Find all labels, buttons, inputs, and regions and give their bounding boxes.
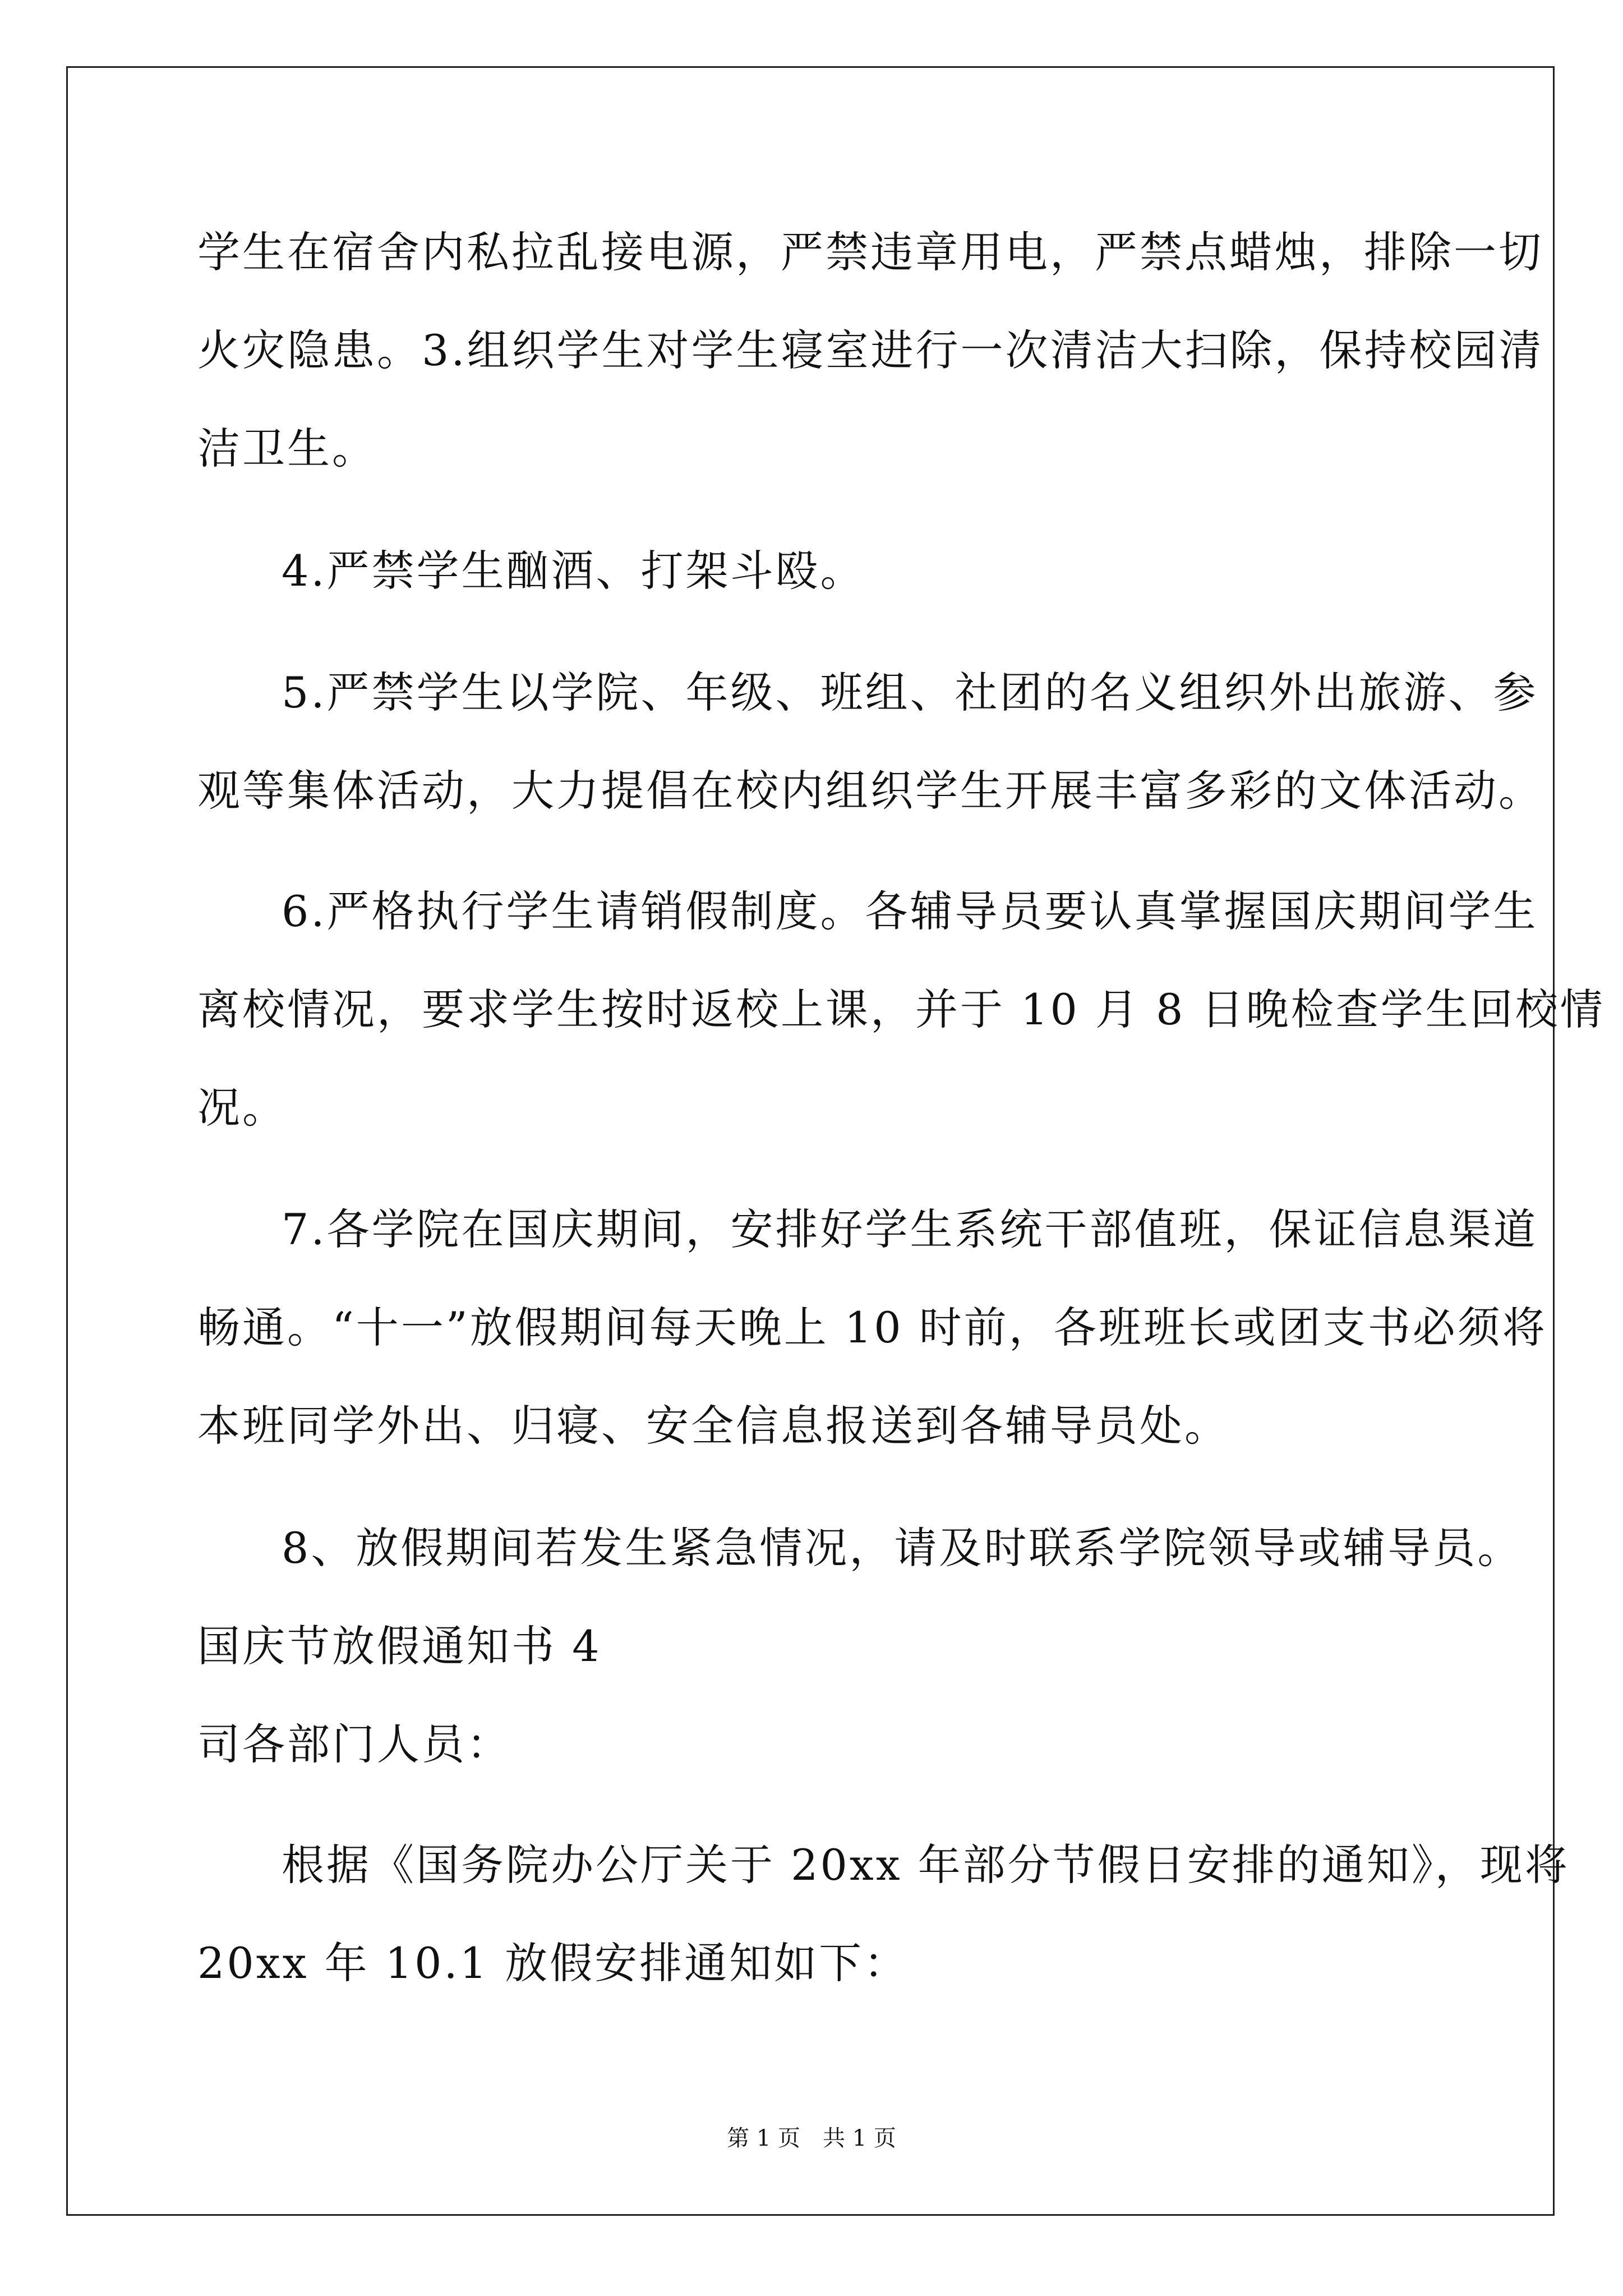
text-line: 20xx 年 10.1 放假安排通知如下： bbox=[197, 1938, 909, 1988]
text-line: 离校情况，要求学生按时返校上课，并于 10 月 8 日晚检查学生回校情 bbox=[197, 984, 1605, 1034]
text-line: 8、放假期间若发生紧急情况，请及时联系学院领导或辅导员。 bbox=[282, 1523, 1523, 1573]
salutation: 司各部门人员： bbox=[197, 1719, 511, 1769]
text-line: 4.严禁学生酗酒、打架斗殴。 bbox=[282, 546, 865, 596]
text-line: 根据《国务院办公厅关于 20xx 年部分节假日安排的通知》，现将 bbox=[282, 1840, 1570, 1890]
text-line: 7.各学院在国庆期间，安排好学生系统干部值班，保证信息渠道 bbox=[282, 1204, 1538, 1254]
text-line: 6.严格执行学生请销假制度。各辅导员要认真掌握国庆期间学生 bbox=[282, 886, 1538, 936]
text-line: 况。 bbox=[197, 1083, 287, 1133]
text-line: 洁卫生。 bbox=[197, 424, 377, 473]
text-line: 本班同学外出、归寝、安全信息报送到各辅导员处。 bbox=[197, 1401, 1229, 1451]
text-line: 火灾隐患。3.组织学生对学生寝室进行一次清洁大扫除，保持校园清 bbox=[197, 325, 1544, 375]
text-line: 畅通。“十一”放假期间每天晚上 10 时前，各班班长或团支书必须将 bbox=[197, 1303, 1547, 1352]
text-line: 学生在宿舍内私拉乱接电源，严禁违章用电，严禁点蜡烛，排除一切 bbox=[197, 227, 1543, 277]
page-footer: 第 1 页 共 1 页 bbox=[727, 2125, 896, 2151]
section-heading: 国庆节放假通知书 4 bbox=[197, 1621, 602, 1671]
text-line: 观等集体活动，大力提倡在校内组织学生开展丰富多彩的文体活动。 bbox=[197, 766, 1543, 816]
text-line: 5.严禁学生以学院、年级、班组、社团的名义组织外出旅游、参 bbox=[282, 668, 1538, 717]
